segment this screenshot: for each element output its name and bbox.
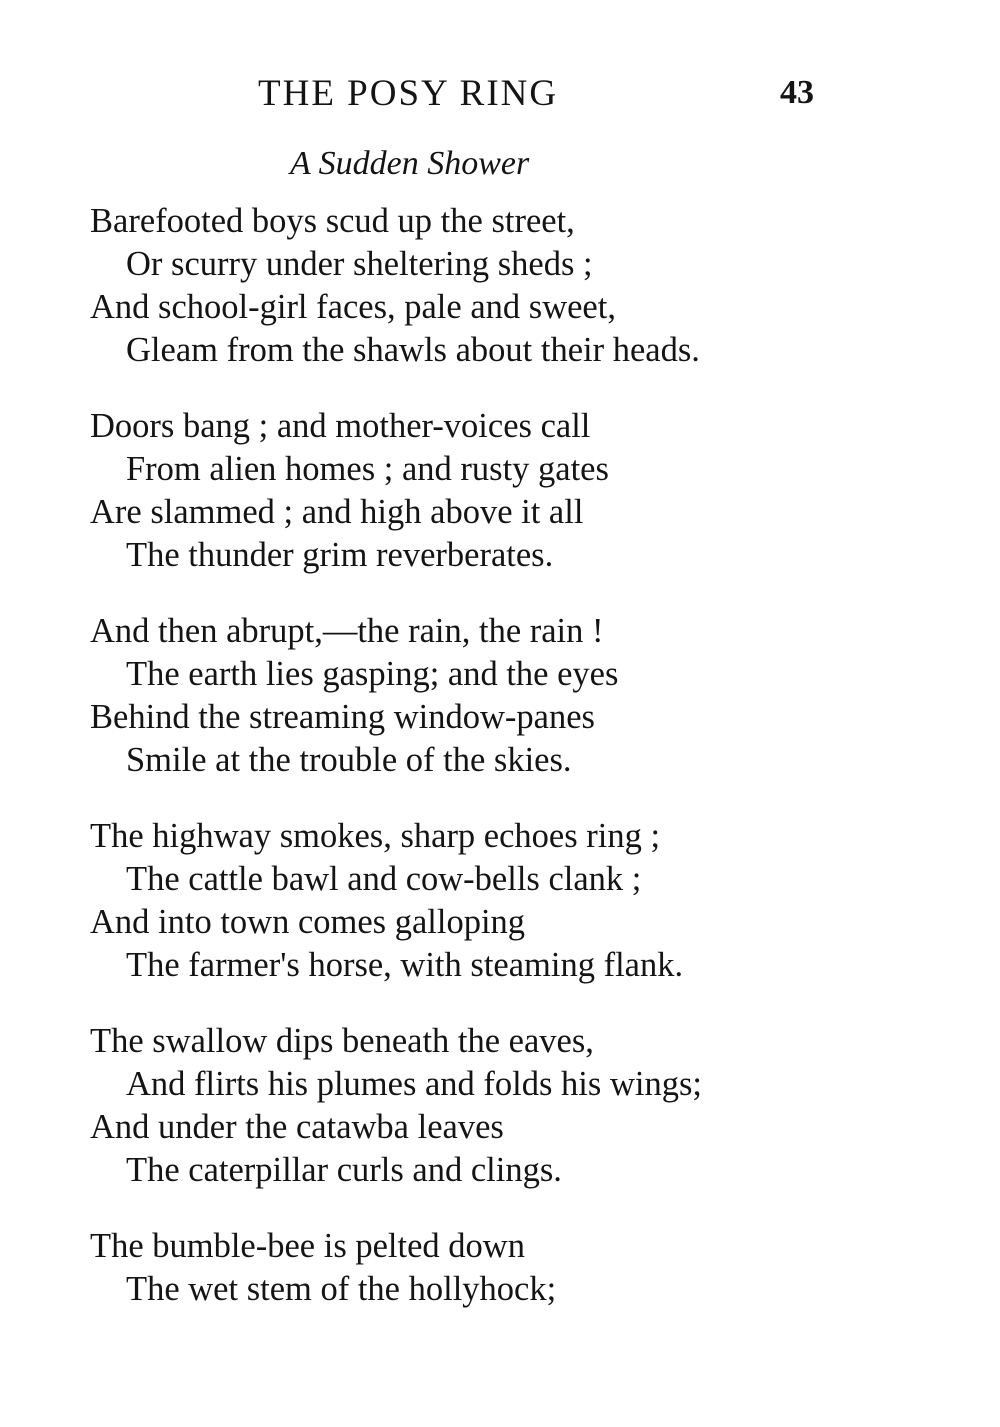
poem-line: Behind the streaming window-panes: [90, 698, 595, 736]
poem-line: Are slammed ; and high above it all: [90, 493, 584, 531]
poem-line: The farmer's horse, with steaming flank.: [126, 946, 684, 984]
poem-line: Gleam from the shawls about their heads.: [126, 331, 700, 369]
poem-line: The highway smokes, sharp echoes ring ;: [90, 817, 661, 855]
poem-line: The cattle bawl and cow-bells clank ;: [126, 860, 642, 898]
poem-line: Barefooted boys scud up the street,: [90, 202, 575, 240]
poem-body: [90, 200, 950, 1344]
poem-title: A Sudden Shower: [290, 145, 530, 182]
poem-line: And then abrupt,—the rain, the rain !: [90, 612, 604, 650]
running-title: THE POSY RING: [258, 73, 559, 114]
poem-line: The earth lies gasping; and the eyes: [126, 655, 619, 693]
stanza-1: [90, 200, 950, 372]
poem-line: And school-girl faces, pale and sweet,: [90, 288, 616, 326]
poem-line: And under the catawba leaves: [90, 1108, 504, 1146]
page-number: 43: [780, 74, 814, 111]
stanza-2: [90, 405, 950, 577]
poem-line: And flirts his plumes and folds his wings;: [126, 1065, 702, 1103]
poem-line: The swallow dips beneath the eaves,: [90, 1022, 594, 1060]
poem-line: Doors bang ; and mother-voices call: [90, 407, 591, 445]
page-header: [0, 72, 1000, 120]
stanza-3: [90, 610, 950, 782]
poem-line: Or scurry under sheltering sheds ;: [126, 245, 593, 283]
poem-line: The wet stem of the hollyhock;: [126, 1270, 557, 1308]
poem-line: The bumble-bee is pelted down: [90, 1227, 525, 1265]
stanza-4: [90, 815, 950, 987]
stanza-6: [90, 1225, 950, 1311]
poem-line: Smile at the trouble of the skies.: [126, 741, 572, 779]
poem-line: From alien homes ; and rusty gates: [126, 450, 609, 488]
poem-line: The thunder grim reverberates.: [126, 536, 554, 574]
stanza-5: [90, 1020, 950, 1192]
poem-line: And into town comes galloping: [90, 903, 526, 941]
poem-line: The caterpillar curls and clings.: [126, 1151, 562, 1189]
